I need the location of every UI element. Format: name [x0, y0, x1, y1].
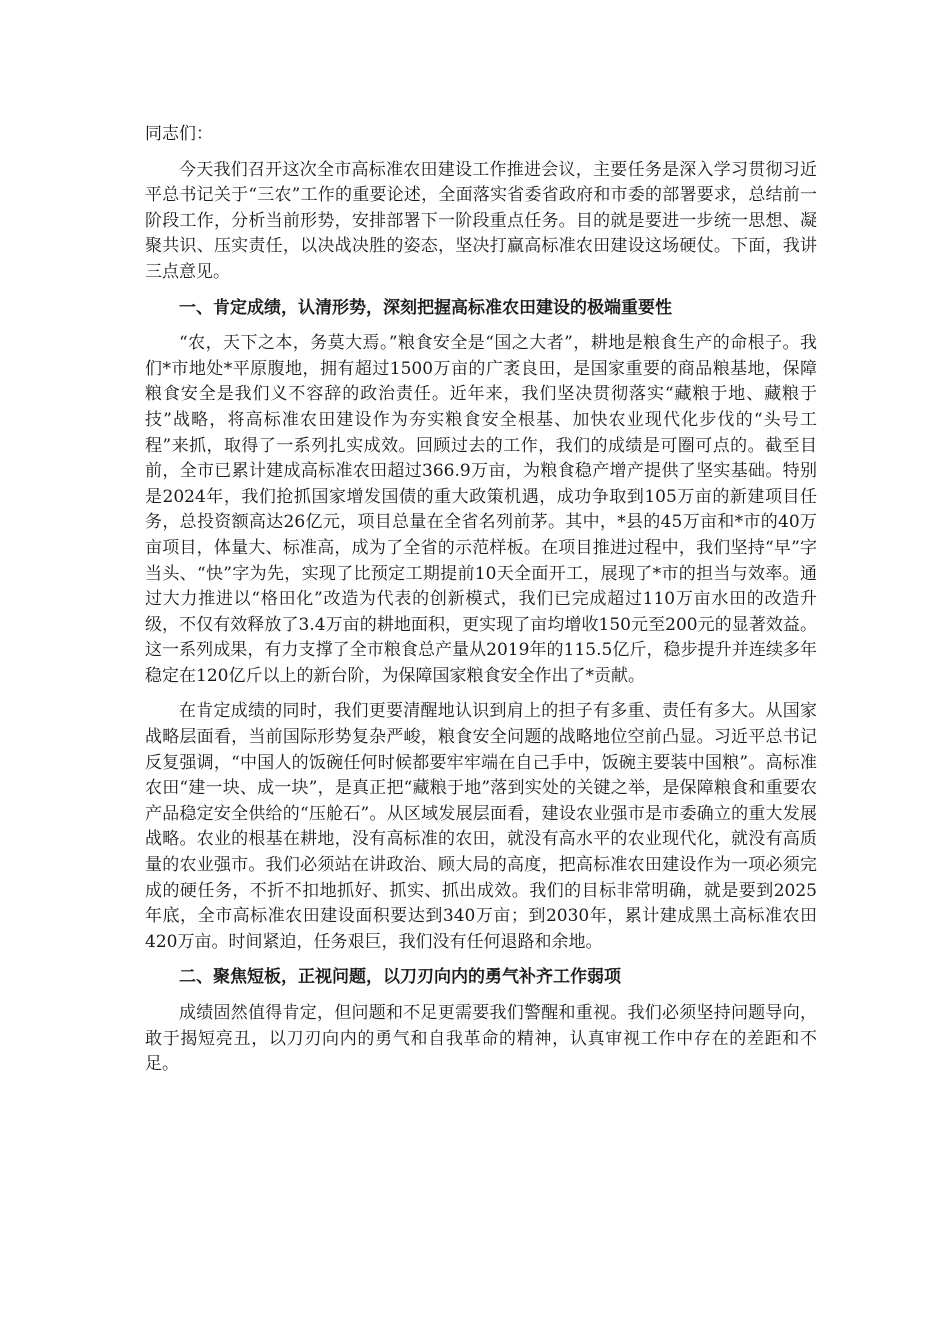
section-heading-2: 二、聚焦短板，正视问题，以刀刃向内的勇气补齐工作弱项 — [179, 967, 621, 988]
document-page — [145, 122, 817, 1088]
salutation: 同志们： — [145, 124, 213, 144]
paragraph-problems: 成绩固然值得肯定，但问题和不足更需要我们警醒和重视。我们必须坚持问题导向，敢于揭短亮丑，以刀刃向内的勇气和自我革命的精神，认真审视工作中存在的差距和不足。 — [145, 1003, 817, 1075]
paragraph-situation: 在肯定成绩的同时，我们更要清醒地认识到肩上的担子有多重、责任有多大。从国家战略层面看，当前国际形势复杂严峻，粮食安全问题的战略地位空前凸显。习近平总书记反复强调，“中国人的饭碗任何时候都要牢牢端在自己手中，饭碗主要装中国粮”。高标准农田“建一块、成一块”，是真正把“藏粮于地”落到实处的关键之举，是保障粮食和重要农产品稳定安全供给的“压舱石”。从区域发展层面看，建设农业强市是市委确立的重大发展战略。农业的根基在耕地，没有高标准的农田，就没有高水平的农业现代化，就没有高质量的农业强市。我们必须站在讲政治、顾大局的高度，把高标准农田建设作为一项必须完成的硬任务，不折不扣地抓好、抓实、抓出成效。我们的目标非常明确，就是要到2025年底，全市高标准农田建设面积要达到340万亩；到2030年，累计建成黑土高标准农田420万亩。时间紧迫，任务艰巨，我们没有任何退路和余地。 — [145, 701, 817, 952]
paragraph-achievements: “农，天下之本，务莫大焉。”粮食安全是“国之大者”，耕地是粮食生产的命根子。我们*市地处*平原腹地，拥有超过1500万亩的广袤良田，是国家重要的商品粮基地，保障粮食安全是我们义不容辞的政治责任。近年来，我们坚决贯彻落实“藏粮于地、藏粮于技”战略，将高标准农田建设作为夯实粮食安全根基、加快农业现代化步伐的“头号工程”来抓，取得了一系列扎实成效。回顾过去的工作，我们的成绩是可圈可点的。截至目前，全市已累计建成高标准农田超过366.9万亩，为粮食稳产增产提供了坚实基础。特别是2024年，我们抢抓国家增发国债的重大政策机遇，成功争取到105万亩的新建项目任务，总投资额高达26亿元，项目总量在全省名列前茅。其中，*县的45万亩和*市的40万亩项目，体量大、标准高，成为了全省的示范样板。在项目推进过程中，我们坚持“早”字当头、“快”字为先，实现了比预定工期提前10天全面开工，展现了*市的担当与效率。通过大力推进以“格田化”改造为代表的创新模式，我们已完成超过110万亩水田的改造升级，不仅有效释放了3.4万亩的耕地面积，更实现了亩均增收150元至200元的显著效益。这一系列成果，有力支撑了全市粮食总产量从2019年的115.5亿斤，稳步提升并连续多年稳定在120亿斤以上的新台阶，为保障国家粮食安全作出了*贡献。 — [145, 333, 817, 686]
section-heading-1: 一、肯定成绩，认清形势，深刻把握高标准农田建设的极端重要性 — [179, 297, 672, 318]
paragraph-intro: 今天我们召开这次全市高标准农田建设工作推进会议，主要任务是深入学习贯彻习近平总书记关于“三农”工作的重要论述，全面落实省委省政府和市委的部署要求，总结前一阶段工作，分析当前形势，安排部署下一阶段重点任务。目的就是要进一步统一思想、凝聚共识、压实责任，以决战决胜的姿态，坚决打赢高标准农田建设这场硬仗。下面，我讲三点意见。 — [145, 159, 817, 282]
